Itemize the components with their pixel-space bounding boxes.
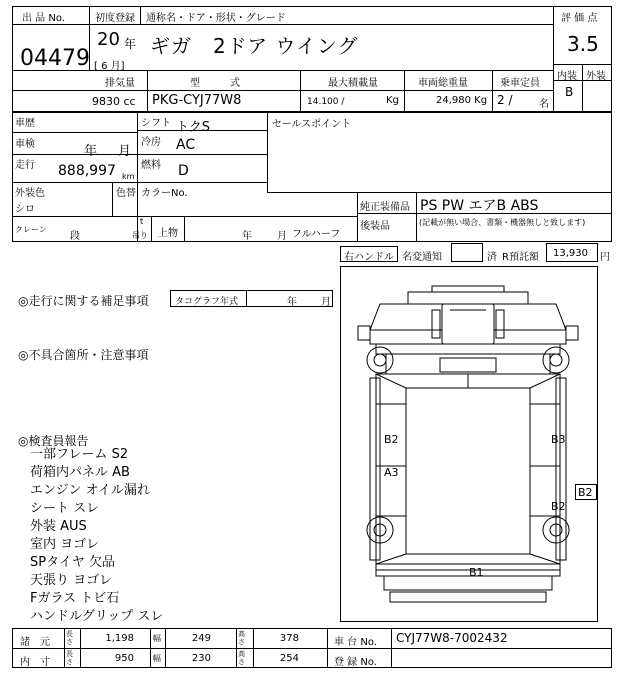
height-label: 高さ	[238, 630, 245, 646]
first-reg-year-unit: 年	[124, 37, 137, 51]
loading-month: 月	[277, 231, 287, 242]
loading-year: 年	[242, 231, 252, 242]
lot-number: 04479	[20, 46, 90, 71]
width-value: 230	[191, 653, 211, 664]
capacity-label: 乗車定員	[500, 78, 540, 89]
damage-mark-b1-bottom: B1	[469, 566, 484, 579]
mileage-unit: km	[122, 172, 135, 181]
loading-label: 上物	[158, 228, 178, 239]
inspector-item: 天張り ヨゴレ	[30, 573, 113, 588]
height-value: 254	[279, 653, 299, 664]
length-value: 1,198	[105, 633, 134, 644]
deposit-unit: 円	[600, 252, 610, 263]
fuel-label: 燃料	[141, 160, 161, 171]
length-label: 長さ	[66, 630, 73, 646]
color-code-label: カラーNo.	[141, 188, 188, 199]
deposit-value: 13,930	[553, 248, 588, 259]
shift-label: シフト	[141, 118, 171, 129]
chassis-label: 車 台 No.	[334, 637, 377, 648]
shift-value: トクS	[176, 120, 210, 135]
inspection-label: 車検	[15, 139, 35, 150]
chassis-value: CYJ77W8-7002432	[396, 631, 508, 645]
interior-grade: B	[565, 85, 574, 99]
equipment-value: PS PW エアB ABS	[420, 198, 539, 214]
inspector-item: SPタイヤ 欠品	[30, 555, 115, 570]
max-load-unit: Kg	[386, 95, 399, 106]
max-load-value: 14.100 /	[307, 97, 345, 107]
color-change-label: 色替	[116, 188, 136, 199]
height-value: 378	[279, 633, 299, 644]
deposit-label: R預託額	[502, 252, 539, 263]
width-label: 幅	[153, 654, 161, 663]
interior-label: 内装	[557, 71, 577, 82]
car-name: ギガ 2ドア ウイング	[150, 34, 359, 58]
inspector-item: エンジン オイル漏れ	[30, 483, 150, 498]
inner-dims-label: 内 寸	[20, 657, 50, 668]
equipment-label: 純正装備品	[360, 202, 410, 213]
length-label: 長さ	[66, 650, 73, 666]
inspector-item: 一部フレーム S2	[30, 447, 129, 462]
mileage-value: 888,997	[58, 163, 116, 179]
displacement-label: 排気量	[105, 78, 135, 89]
inspector-item: 室内 ヨゴレ	[30, 537, 100, 552]
max-load-label: 最大積載量	[328, 78, 378, 89]
height-label: 高さ	[238, 650, 245, 666]
registration-label: 登 録 No.	[334, 657, 377, 668]
damage-mark-a3-left: A3	[384, 466, 399, 479]
defects-label: ◎不具合箇所・注意事項	[18, 348, 149, 362]
inspector-item: Fガラス トビ石	[30, 591, 120, 606]
retrofit-label: 後装品	[360, 221, 390, 232]
color-value: シロ	[15, 204, 35, 215]
capacity-unit: 名	[539, 99, 549, 110]
model-label: 型 式	[190, 78, 240, 89]
crane-lift-label: 吊り	[132, 231, 148, 240]
name-change-label: 名変通知	[402, 252, 442, 263]
capacity-value: 2 /	[497, 93, 513, 107]
mileage-label: 走行	[15, 160, 35, 171]
damage-mark-b2-box: B2	[578, 486, 593, 499]
width-value: 249	[191, 633, 211, 644]
gross-weight-label: 車両総重量	[418, 78, 468, 89]
ac-value: AC	[176, 137, 196, 153]
loading-value: フルハーフ	[292, 229, 341, 240]
crane-ton-unit: t	[140, 217, 144, 226]
exterior-label: 外装	[586, 71, 606, 82]
inspector-item: ハンドルグリップ スレ	[30, 609, 164, 624]
driving-notes-label: ◎走行に関する補足事項	[18, 294, 149, 308]
first-reg-month: [ 6 月]	[94, 61, 125, 72]
first-reg-label: 初度登録	[95, 13, 135, 24]
crane-stage: 段	[70, 231, 80, 242]
ac-label: 冷房	[141, 137, 161, 148]
damage-mark-b3-right: B3	[551, 433, 566, 446]
sales-point-label: セールスポイント	[272, 119, 352, 130]
deposit-prefix: 済	[487, 252, 497, 263]
tacho-label: タコグラフ年式	[175, 297, 239, 307]
inspector-item: シート スレ	[30, 501, 100, 516]
name-label: 通称名・ドア・形状・グレード	[146, 13, 286, 24]
first-reg-year: 20	[97, 29, 120, 50]
inspector-item: 外装 AUS	[30, 519, 87, 534]
tacho-month: 月	[321, 297, 331, 308]
history-label: 車歴	[15, 118, 35, 129]
length-value: 950	[114, 653, 134, 664]
name-change-box	[451, 243, 483, 262]
inspector-item: 荷箱内パネル AB	[30, 465, 130, 480]
inspection-month: 月	[118, 144, 132, 159]
width-label: 幅	[153, 634, 161, 643]
displacement-value: 9830 cc	[92, 95, 136, 108]
gross-weight-value: 24,980 Kg	[436, 95, 488, 106]
specs-label: 諸 元	[20, 637, 50, 648]
model-value: PKG-CYJ77W8	[152, 93, 242, 108]
crane-label: クレーン	[15, 225, 47, 234]
grade-score: 3.5	[567, 32, 599, 56]
tacho-year: 年	[287, 297, 297, 308]
retrofit-note: (記載が無い場合、書類・機器無しと致します)	[419, 218, 586, 227]
grade-label: 評 価 点	[561, 13, 598, 24]
damage-mark-b2-right: B2	[551, 500, 566, 513]
color-label: 外装色	[15, 188, 45, 199]
damage-mark-b2-left: B2	[384, 433, 399, 446]
inspector-label: ◎検査員報告	[18, 434, 89, 448]
lot-label: 出 品 No.	[22, 13, 65, 24]
steering-value: 右ハンドル	[344, 252, 394, 263]
inspection-year: 年	[84, 144, 98, 159]
fuel-value: D	[178, 163, 189, 179]
